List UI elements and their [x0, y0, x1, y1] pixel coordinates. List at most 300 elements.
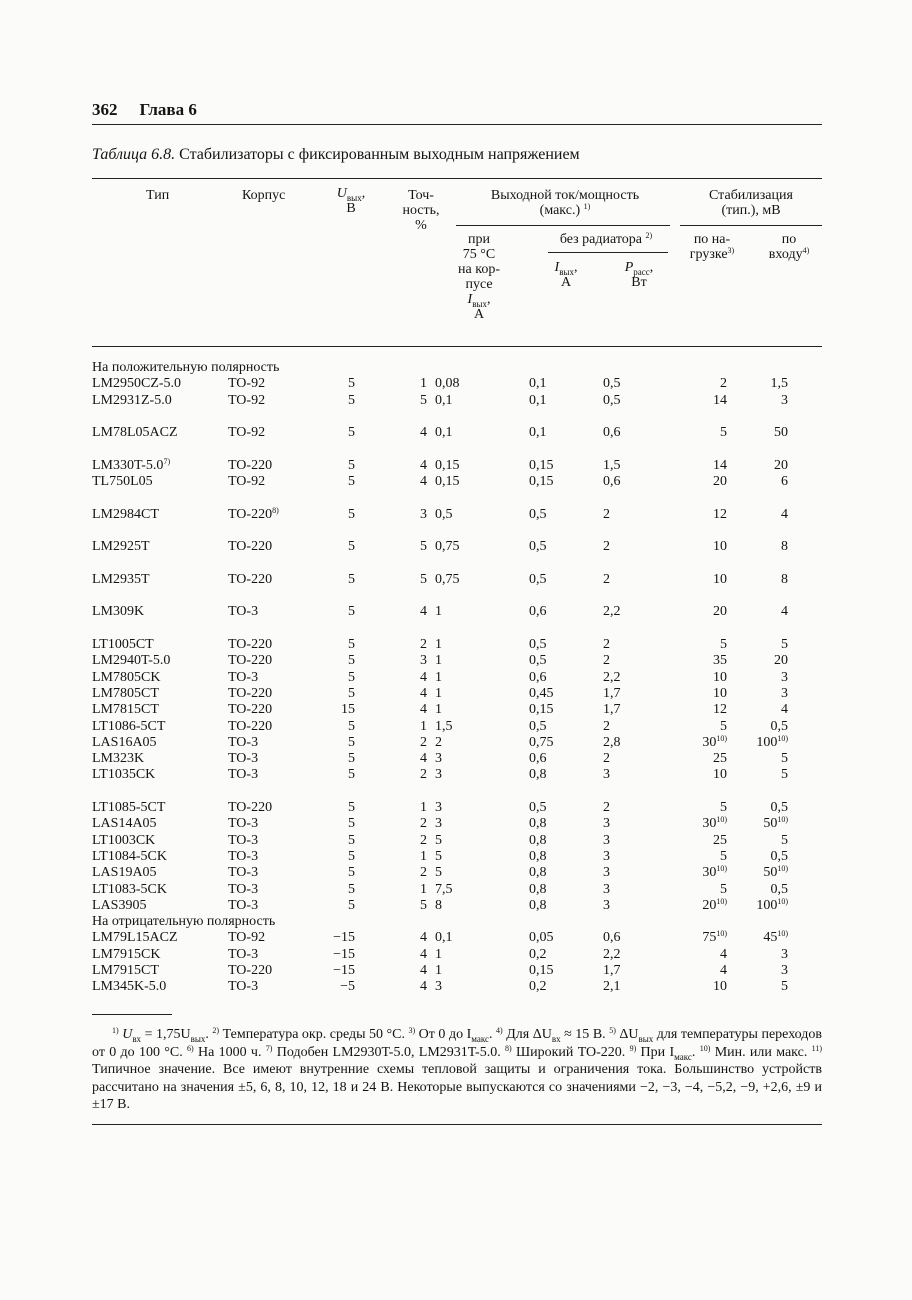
line-value: 3 — [781, 946, 788, 962]
cell-uout: 5 — [348, 718, 355, 734]
cell-case-current: 0,1 — [435, 930, 453, 946]
cell-uout: 15 — [341, 702, 355, 718]
cell-line-reg — [727, 930, 822, 946]
cell-package — [228, 751, 332, 767]
cell-line-reg — [727, 637, 822, 653]
header-bottom-rule — [92, 346, 822, 347]
cell-pd: 2 — [603, 718, 610, 734]
cell-case-current: 0,15 — [435, 474, 460, 490]
line-value: 4 — [781, 604, 788, 620]
cell-iout: 0,1 — [529, 425, 547, 441]
stab-line1: Стабилизация — [709, 188, 793, 203]
spacer-cell — [92, 523, 822, 539]
table-row — [92, 507, 822, 523]
spacer-cell — [92, 441, 822, 457]
cell-accuracy: 4 — [420, 751, 427, 767]
note3-end: . — [489, 1027, 493, 1042]
package-text: TO-220 — [228, 539, 273, 555]
acc-line2: ность, — [402, 203, 440, 218]
load-value: 75 — [702, 930, 717, 946]
cell-case-current: 0,1 — [435, 392, 453, 408]
cell-uout: 5 — [348, 376, 355, 392]
cell-package — [228, 686, 332, 702]
cell-load-reg — [667, 572, 727, 588]
note1-end: . — [205, 1027, 209, 1042]
cell-uout: 5 — [348, 832, 355, 848]
cell-type — [92, 507, 228, 523]
cell-iout: 0,15 — [529, 962, 554, 978]
note5-mark: 5) — [609, 1026, 616, 1035]
load-value: 10 — [713, 571, 727, 587]
cell-pd: 3 — [603, 816, 610, 832]
uout-symbol: U — [336, 186, 347, 201]
line-line2: входу — [768, 247, 803, 262]
cell-case-current: 0,08 — [435, 376, 460, 392]
cell-iout: 0,8 — [529, 767, 547, 783]
table-row — [92, 979, 822, 995]
cell-accuracy: 4 — [420, 474, 427, 490]
cell-line-reg — [727, 865, 822, 881]
line-footnote: 10) — [777, 733, 788, 743]
cell-pd: 2,2 — [603, 669, 621, 685]
table-row — [92, 849, 822, 865]
cell-iout: 0,8 — [529, 832, 547, 848]
table-row — [92, 425, 822, 441]
cell-line-reg — [727, 751, 822, 767]
footnote-rule — [92, 1014, 172, 1015]
cell-load-reg — [667, 930, 727, 946]
cell-package — [228, 898, 332, 914]
table-row — [92, 800, 822, 816]
package-text: TO-220 — [228, 506, 273, 522]
package-text: TO-3 — [228, 865, 259, 881]
cell-uout: 5 — [348, 571, 355, 587]
package-text: TO-220 — [228, 653, 273, 669]
cell-accuracy: 2 — [420, 637, 427, 653]
cell-pd: 2 — [603, 571, 610, 587]
cell-type — [92, 637, 228, 653]
cell-uout: −15 — [333, 930, 355, 946]
pd-sub: расс — [633, 266, 650, 277]
cell-load-reg — [667, 833, 727, 849]
type-text: LAS16A05 — [92, 734, 157, 750]
cell-uout: −15 — [333, 946, 355, 962]
footnotes — [92, 1026, 822, 1114]
cell-case-current: 1 — [435, 962, 442, 978]
spacer-cell — [92, 556, 822, 572]
cell-case-current: 5 — [435, 865, 442, 881]
cell-accuracy: 1 — [420, 881, 427, 897]
cell-pd: 2,1 — [603, 979, 621, 995]
cell-type — [92, 816, 228, 832]
cell-accuracy: 4 — [420, 604, 427, 620]
line-footnote: 10) — [777, 929, 788, 939]
cell-pd: 0,6 — [603, 425, 621, 441]
cell-type — [92, 751, 228, 767]
table-row — [92, 376, 822, 392]
cell-line-reg — [727, 719, 822, 735]
cell-accuracy: 2 — [420, 865, 427, 881]
cell-package — [228, 458, 332, 474]
cell-accuracy: 4 — [420, 962, 427, 978]
package-text: TO-220 — [228, 962, 273, 978]
spacer-cell — [92, 588, 822, 604]
note7-text: Подобен LM2930T-5.0, LM2931T-5.0. — [272, 1044, 501, 1060]
line-value: 8 — [781, 539, 788, 555]
package-text: TO-3 — [228, 767, 259, 783]
load-value: 20 — [713, 474, 727, 490]
type-text: LM309K — [92, 604, 145, 620]
cell-iout: 0,6 — [529, 604, 547, 620]
table-row — [92, 637, 822, 653]
cell-uout: 5 — [348, 653, 355, 669]
type-text: LT1084-5CK — [92, 848, 167, 864]
nohs-label: без радиатора — [559, 232, 642, 247]
cell-iout: 0,8 — [529, 897, 547, 913]
cell-line-reg — [727, 767, 822, 783]
spacer-row — [92, 490, 822, 506]
package-text: TO-3 — [228, 979, 259, 995]
line-value: 50 — [763, 816, 778, 832]
load-value: 20 — [713, 604, 727, 620]
table-row — [92, 947, 822, 963]
load-line2: грузке — [689, 247, 728, 262]
line-footnote: 10) — [777, 815, 788, 825]
note9-mark: 9) — [629, 1043, 637, 1053]
page-number: 362 — [92, 100, 118, 119]
type-text: LM7915CT — [92, 962, 159, 978]
type-text: LM2935T — [92, 571, 150, 587]
table-caption — [92, 146, 580, 164]
type-text: LAS14A05 — [92, 816, 157, 832]
section-row — [92, 914, 822, 930]
cell-package — [228, 816, 332, 832]
cell-line-reg — [727, 800, 822, 816]
cell-iout: 0,2 — [529, 979, 547, 995]
package-text: TO-92 — [228, 474, 266, 490]
cell-package — [228, 735, 332, 751]
type-text: LM79L15ACZ — [92, 930, 178, 946]
cell-iout: 0,05 — [529, 930, 554, 946]
type-text: LAS3905 — [92, 897, 147, 913]
cell-case-current: 3 — [435, 816, 442, 832]
note7-mark: 7) — [265, 1043, 273, 1053]
cell-type — [92, 849, 228, 865]
cell-load-reg — [667, 458, 727, 474]
cell-uout: 5 — [348, 767, 355, 783]
cell-package — [228, 702, 332, 718]
type-text: LM2984CT — [92, 506, 159, 522]
cell-line-reg — [727, 963, 822, 979]
cell-package — [228, 979, 332, 995]
note4-sub: вх — [551, 1033, 561, 1044]
stab-line2: (тип.), мВ — [721, 203, 781, 218]
load-value: 5 — [720, 800, 727, 816]
spacer-cell — [92, 621, 822, 637]
type-text: LT1003CK — [92, 832, 156, 848]
header-rule — [92, 124, 822, 125]
cell-accuracy: 5 — [420, 392, 427, 408]
line-value: 50 — [763, 865, 778, 881]
cell-case-current: 1 — [435, 946, 442, 962]
cell-load-reg — [667, 637, 727, 653]
cell-type — [92, 930, 228, 946]
cell-line-reg — [727, 816, 822, 832]
line-value: 3 — [781, 669, 788, 685]
type-text: LM7915CK — [92, 946, 161, 962]
line-value: 5 — [781, 832, 788, 848]
spacer-row — [92, 784, 822, 800]
table-row — [92, 930, 822, 946]
cell-type — [92, 882, 228, 898]
cell-load-reg — [667, 425, 727, 441]
cell-case-current: 1 — [435, 604, 442, 620]
cell-package — [228, 849, 332, 865]
cell-load-reg — [667, 849, 727, 865]
cell-pd: 3 — [603, 897, 610, 913]
line-value: 3 — [781, 685, 788, 701]
cell-iout: 0,15 — [529, 474, 554, 490]
cell-package — [228, 719, 332, 735]
cell-load-reg — [667, 393, 727, 409]
package-text: TO-220 — [228, 800, 273, 816]
col-stab-header — [680, 188, 822, 218]
output-subrule — [456, 225, 670, 226]
cell-case-current: 3 — [435, 800, 442, 816]
cell-load-reg — [667, 865, 727, 881]
package-text: TO-3 — [228, 946, 259, 962]
cell-case-current: 1,5 — [435, 718, 453, 734]
cell-load-reg — [667, 882, 727, 898]
cell-pd: 0,5 — [603, 376, 621, 392]
col-type-header: Тип — [146, 188, 170, 203]
cell-iout: 0,5 — [529, 506, 547, 522]
cell-load-reg — [667, 979, 727, 995]
case-line4: пусе — [465, 277, 493, 292]
chapter-title: Глава 6 — [139, 100, 197, 119]
line-value: 1,5 — [770, 376, 788, 392]
type-text: LM2925T — [92, 539, 150, 555]
cell-case-current: 7,5 — [435, 881, 453, 897]
spacer-row — [92, 409, 822, 425]
cell-accuracy: 4 — [420, 979, 427, 995]
cell-iout: 0,8 — [529, 816, 547, 832]
cell-package — [228, 393, 332, 409]
cell-iout: 0,1 — [529, 392, 547, 408]
section-label: На положительную полярность — [92, 360, 280, 375]
cell-type — [92, 376, 228, 392]
note9-end: . — [691, 1044, 696, 1060]
cell-uout: 5 — [348, 392, 355, 408]
load-value: 5 — [720, 425, 727, 441]
cell-type — [92, 686, 228, 702]
cell-line-reg — [727, 702, 822, 718]
cell-iout: 0,6 — [529, 751, 547, 767]
note1-sub2: вых — [190, 1033, 206, 1044]
cell-load-reg — [667, 474, 727, 490]
table-row — [92, 653, 822, 669]
col-output-header — [464, 188, 666, 218]
cell-accuracy: 3 — [420, 653, 427, 669]
spacer-row — [92, 556, 822, 572]
note8-mark: 8) — [505, 1043, 512, 1053]
table-row — [92, 458, 822, 474]
cell-package — [228, 474, 332, 490]
load-value: 12 — [713, 702, 727, 718]
type-text: TL750L05 — [92, 474, 153, 490]
cell-pd: 1,7 — [603, 702, 621, 718]
col-uout-header: $U_{вых}$, В — [336, 186, 366, 216]
cell-load-reg — [667, 686, 727, 702]
cell-package — [228, 800, 332, 816]
cell-accuracy: 1 — [420, 718, 427, 734]
table-row — [92, 539, 822, 555]
load-line1: по на- — [693, 232, 731, 247]
cell-type — [92, 735, 228, 751]
table-row — [92, 751, 822, 767]
line-footnote: 4) — [802, 246, 810, 255]
cell-case-current: 0,15 — [435, 457, 460, 473]
cell-uout: 5 — [348, 800, 355, 816]
col-pd-header: $P_{расс}$, Вт — [624, 260, 654, 290]
cell-uout: 5 — [348, 539, 355, 555]
type-text: LAS19A05 — [92, 865, 157, 881]
cell-type — [92, 539, 228, 555]
cell-accuracy: 2 — [420, 832, 427, 848]
cell-iout: 0,5 — [529, 571, 547, 587]
package-text: TO-3 — [228, 751, 259, 767]
package-text: TO-3 — [228, 897, 259, 913]
cell-package — [228, 376, 332, 392]
note8-text: Широкий TO-220. — [511, 1044, 626, 1060]
line-value: 45 — [763, 930, 778, 946]
note1-text: = 1,75U — [141, 1027, 191, 1042]
cell-iout: 0,8 — [529, 865, 547, 881]
output-line2: (макс.) — [539, 203, 581, 218]
cell-iout: 0,6 — [529, 669, 547, 685]
load-value: 25 — [713, 832, 727, 848]
note5-sub: вых — [638, 1033, 654, 1044]
package-text: TO-92 — [228, 392, 266, 408]
col-case-current-header: при 75 °С на кор- пусе $I_{вых}$, А — [458, 232, 500, 322]
line-value: 4 — [781, 702, 788, 718]
line-value: 5 — [781, 751, 788, 767]
cell-load-reg — [667, 800, 727, 816]
cell-line-reg — [727, 539, 822, 555]
note6-text: На 1000 ч. — [193, 1044, 262, 1060]
cell-load-reg — [667, 539, 727, 555]
line-value: 100 — [756, 734, 778, 750]
cell-pd: 2 — [603, 751, 610, 767]
note1-symbol: U — [122, 1027, 133, 1042]
table-row — [92, 735, 822, 751]
cell-load-reg — [667, 963, 727, 979]
spacer-row — [92, 441, 822, 457]
table-row — [92, 898, 822, 914]
package-text: TO-3 — [228, 816, 259, 832]
cell-pd: 2,2 — [603, 946, 621, 962]
cell-pd: 2 — [603, 506, 610, 522]
table-top-rule — [92, 178, 822, 179]
cell-type — [92, 963, 228, 979]
cell-package — [228, 882, 332, 898]
note9-sub: макс — [674, 1051, 692, 1062]
cell-package — [228, 637, 332, 653]
iout-unit: А — [560, 275, 572, 290]
load-value: 30 — [702, 734, 717, 750]
cell-case-current: 2 — [435, 734, 442, 750]
cell-accuracy: 4 — [420, 669, 427, 685]
load-value: 30 — [702, 816, 717, 832]
cell-accuracy: 4 — [420, 425, 427, 441]
note5-text: ΔU — [615, 1027, 639, 1042]
note2-text: Температура окр. среды 50 °С. — [219, 1027, 405, 1042]
note3-sub: макс — [471, 1033, 490, 1044]
cell-load-reg — [667, 702, 727, 718]
cell-case-current: 0,5 — [435, 506, 453, 522]
cell-case-current: 5 — [435, 848, 442, 864]
note11-text: Типичное значение. Все имеют внутренние схемы тепловой защиты и ограничения тока. Большинство устройств рассчитано на значения ±5, 6, 8, 10, 12, 18 и 24 В. Некоторые выпускаются со значениями −2, −3, −4, −5,2, −9, +2,6, ±9 и ±17 В. — [92, 1062, 822, 1113]
load-footnote: 10) — [716, 896, 727, 906]
cell-accuracy: 2 — [420, 734, 427, 750]
cell-package — [228, 604, 332, 620]
line-value: 0,5 — [770, 848, 788, 864]
case-line3: на кор- — [458, 262, 500, 277]
cell-uout: 5 — [348, 848, 355, 864]
cell-package — [228, 767, 332, 783]
cell-case-current: 3 — [435, 751, 442, 767]
note10-mark: 10) — [699, 1043, 711, 1053]
cell-pd: 1,7 — [603, 962, 621, 978]
cell-case-current: 1 — [435, 702, 442, 718]
type-text: LM2950CZ-5.0 — [92, 376, 182, 392]
cell-line-reg — [727, 474, 822, 490]
load-value: 12 — [713, 506, 727, 522]
cell-accuracy: 3 — [420, 506, 427, 522]
load-value: 5 — [720, 848, 727, 864]
output-footnote: 1) — [583, 202, 591, 211]
table-row — [92, 670, 822, 686]
note2-mark: 2) — [212, 1026, 220, 1035]
table-row — [92, 686, 822, 702]
type-text: LT1083-5CK — [92, 881, 167, 897]
cell-accuracy: 4 — [420, 930, 427, 946]
load-value: 25 — [713, 751, 727, 767]
cell-package — [228, 507, 332, 523]
cell-package — [228, 865, 332, 881]
cell-accuracy: 1 — [420, 800, 427, 816]
type-text: LT1035CK — [92, 767, 156, 783]
cell-accuracy: 4 — [420, 685, 427, 701]
cell-load-reg — [667, 653, 727, 669]
type-text: LM2940T-5.0 — [92, 653, 171, 669]
cell-iout: 0,75 — [529, 734, 554, 750]
package-text: TO-3 — [228, 832, 259, 848]
cell-pd: 2 — [603, 800, 610, 816]
col-accuracy-header — [386, 188, 456, 233]
load-value: 5 — [720, 718, 727, 734]
table-row — [92, 604, 822, 620]
line-value: 3 — [781, 962, 788, 978]
cell-iout: 0,15 — [529, 457, 554, 473]
cell-pd: 2 — [603, 653, 610, 669]
cell-case-current: 1 — [435, 669, 442, 685]
cell-line-reg — [727, 393, 822, 409]
table-row — [92, 833, 822, 849]
load-value: 10 — [713, 669, 727, 685]
load-value: 10 — [713, 979, 727, 995]
cell-uout: 5 — [348, 751, 355, 767]
